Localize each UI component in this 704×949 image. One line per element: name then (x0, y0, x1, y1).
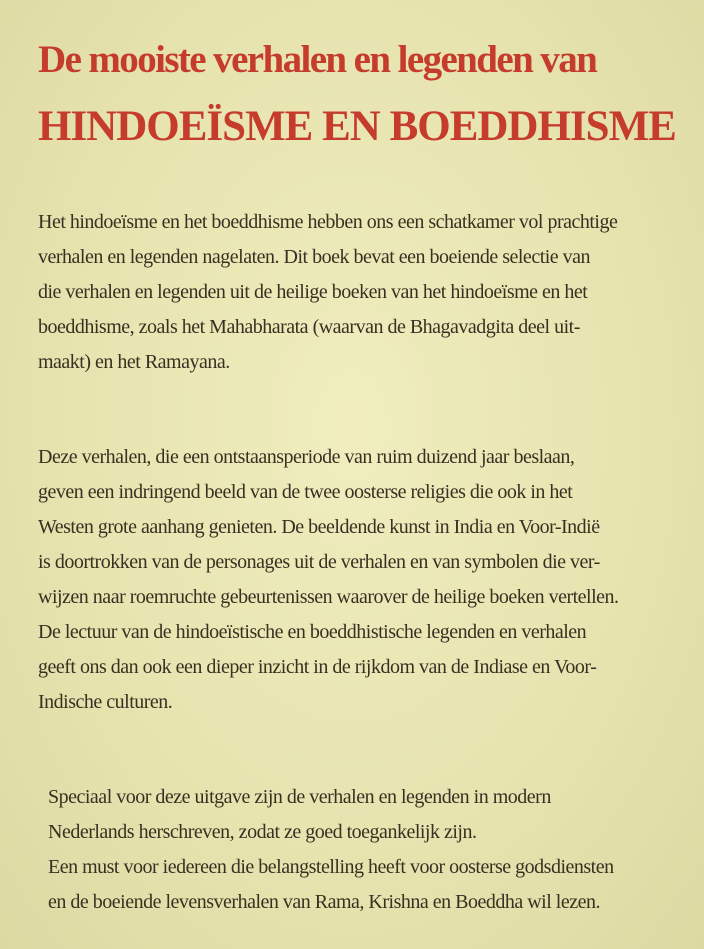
text-line: Nederlands herschreven, zodat ze goed toegankelijk zijn. (48, 821, 477, 843)
paragraph-description (38, 440, 678, 720)
text-line: Een must voor iedereen die belangstelling heeft voor oosterse godsdiensten (48, 856, 614, 878)
paragraph-closing (48, 780, 688, 920)
text-line: verhalen en legenden nagelaten. Dit boek bevat een boeiende selectie van (38, 246, 591, 268)
text-line: Deze verhalen, die een ontstaansperiode van ruim duizend jaar beslaan, (38, 446, 575, 468)
text-line: geeft ons dan ook een dieper inzicht in de rijkdom van de Indiase en Voor- (38, 656, 597, 678)
text-line: en de boeiende levensverhalen van Rama, Krishna en Boeddha wil lezen. (48, 891, 600, 913)
text-line: wijzen naar roemruchte gebeurtenissen waarover de heilige boeken vertellen. (38, 586, 619, 608)
text-line: die verhalen en legenden uit de heilige boeken van het hindoeïsme en het (38, 281, 588, 303)
text-line: Westen grote aanhang genieten. De beeldende kunst in India en Voor-Indië (38, 516, 600, 538)
text-line: De lectuur van de hindoeïstische en boeddhistische legenden en verhalen (38, 621, 587, 643)
title-line-1: De mooiste verhalen en legenden van (38, 38, 597, 81)
title-line-2: HINDOEÏSME EN BOEDDHISME (38, 103, 676, 150)
text-line: is doortrokken van de personages uit de verhalen en van symbolen die ver- (38, 551, 600, 573)
text-line: maakt) en het Ramayana. (38, 351, 230, 373)
paragraph-intro (38, 205, 678, 380)
text-line: geven een indringend beeld van de twee oosterse religies die ook in het (38, 481, 573, 503)
text-line: Het hindoeïsme en het boeddhisme hebben ons een schatkamer vol prachtige (38, 211, 618, 233)
text-line: Indische culturen. (38, 691, 173, 713)
text-line: Speciaal voor deze uitgave zijn de verhalen en legenden in modern (48, 786, 551, 808)
text-line: boeddhisme, zoals het Mahabharata (waarvan de Bhagavadgita deel uit- (38, 316, 580, 338)
